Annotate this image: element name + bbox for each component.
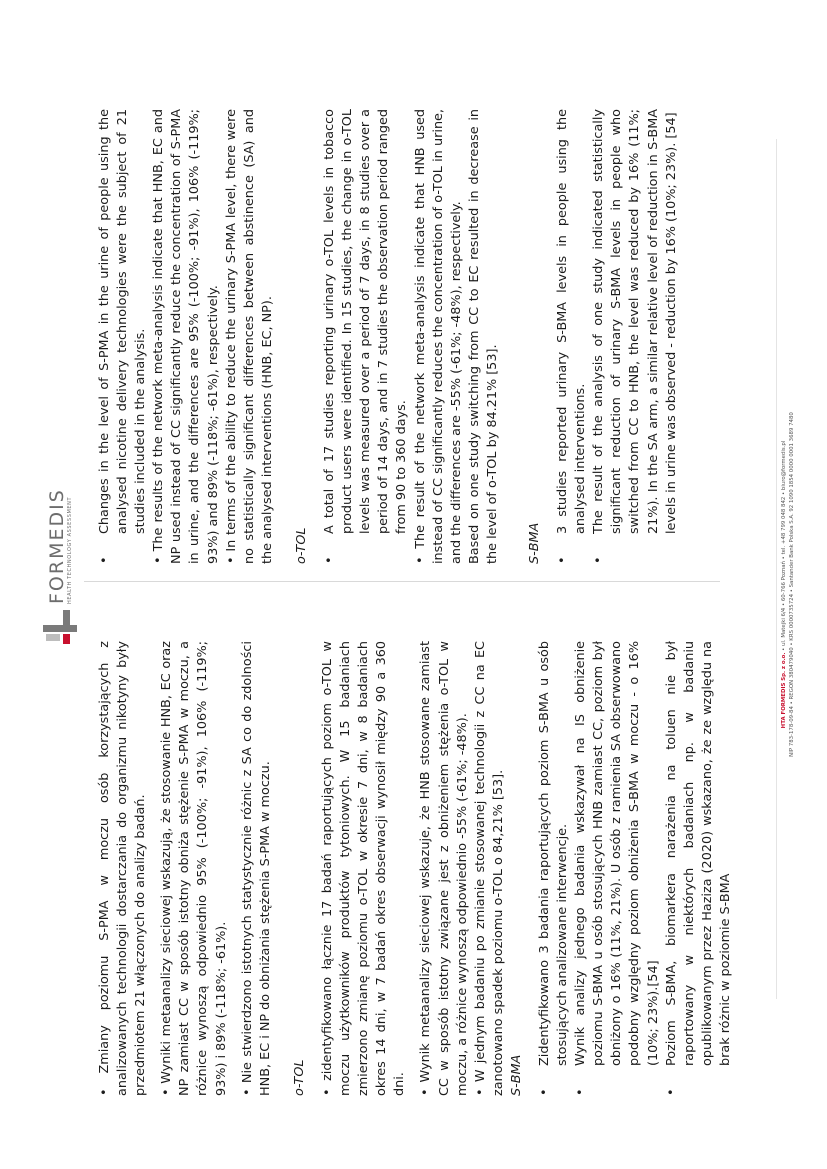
bullet: • [663,1088,679,1096]
en-bullet-text: The result of the analysis of one study indicated statistically significant reduction of urinary S-BMA levels in people who switched from CC to HNB, the level was reduced by 16% (11%; 21%). In the SA arm, a similar relative level of reduction in S-BMA levels in urine was observed - reduction by 16% (10%; 23%). [54] [591,109,679,534]
footer-company: HTA FORMEDIS Sp. z o.o. [781,652,787,729]
en-paragraph-spma-results: • The results of the network meta-analysis indicate that HNB, EC and NP used instead of CC significantly reduce the concentration of S-PMA in urine, and the differences are 95% (-100%; -91%), 106% (-119%; 93%) and 89% (-118%; -61%), respectively. [151,109,221,564]
footer-registry-line: NIP 783-178-09-84 • REGON 380479040 • KRS 0000735724 • Santander Bank Polska S.A. 92 1090 1854 0000 0001 3689 7480 [789,412,795,757]
en-bullet-sbma-result [590,109,680,564]
footer-address: • ul. Matejki 6/4 • 60-766 Poznań • tel. +48 799 048 842 • biuro@formedis.pl [781,440,787,653]
pl-bullet-sbma-studies [536,641,572,1096]
cross-logo-icon [43,610,77,644]
en-heading-otol: o-TOL [293,527,309,564]
en-bullet-sbma-studies [554,109,590,564]
en-paragraph-spma-intro [96,109,150,564]
column-divider [84,581,720,582]
footer-rule [776,139,777,999]
pl-paragraph-otol-results: • Wynik metaanalizy sieciowej wskazuje, że HNB stosowane zamiast CC w sposób istotny związane jest z obniżeniem stężenia o-TOL w moczu, a różnice wynoszą odpowiednio -55% (-61%; -48%). [418,641,470,1096]
pl-paragraph-otol-ec: • W jednym badaniu po zmianie stosowanej technologii z CC na EC zanotowano spadek poziomu o-TOL o 84,21% [53]. [472,641,506,1096]
pl-bullet-text: Wynik analizy jednego badania wskazywał na IS obniżenie poziomu S-BMA u osób stosujących HNB zamiast CC, poziom był obniżony o 16% (11%, 21%). U osób z ramienia SA obserwowano podobny względny poziom obniżenia S-BMA w moczu - o 16% (10%; 23%).[54] [573,641,661,1066]
logo-name: FORMEDIS [45,488,68,604]
en-paragraph-otol-results: • The result of the network meta-analysis indicate that HNB used instead of CC significantly reduces the concentration of o-TOL in urine, and the differences are -55% (-61%; -48%), respectively. [412,109,464,564]
pl-paragraph-spma-sa: • Nie stwierdzono istotnych statystycznie różnic z SA co do zdolności HNB, EC i NP do obniżania stężenia S-PMA w moczu. [239,641,273,1096]
english-column [96,109,681,564]
en-bullet-text: 3 studies reported urinary S-BMA levels in people using the analysed interventions. [555,109,589,534]
pl-heading-otol: o-TOL [291,1059,307,1096]
en-paragraph-otol-ec: Based on one study switching from CC to EC resulted in decrease in the level of o-TOL by 84.21% [53]. [466,109,500,564]
bullet: • [591,556,607,564]
en-paragraph-text: Changes in the level of S-PMA in the urine of people using the analysed nicotine delivery technologies were the subject of 21 studies included in the analysis. [97,109,149,534]
pl-bullet-text: Zidentyfikowano 3 badania raportujących poziom S-BMA u osób stosujących analizowane interwencje. [536,641,571,1066]
formedis-logo [40,488,80,644]
en-heading-sbma: S-BMA [526,522,542,564]
polish-column [96,641,735,1096]
bullet: • [536,1088,552,1096]
pl-paragraph-otol-studies: • zidentyfikowano łącznie 17 badań raportujących poziom o-TOL w moczu użytkowników produktów tytoniowych. W 15 badaniach zmierzono zmianę poziomu o-TOL w okresie 7 dni, w 8 badaniach okres 14 dni, w 7 badań okres obserwacji wynosił między 90 a 360 dni. [319,641,408,1096]
bullet: • [322,556,338,564]
bullet: • [573,1088,589,1096]
logo-tagline: HEALTH TECHNOLOGY ASSESSMENT [66,496,73,604]
en-paragraph-spma-sa: • In terms of the ability to reduce the urinary S-PMA level, there were no statistically significant differences between abstinence (SA) and the analysed interventions (HNB, EC, NP). [223,109,275,564]
pl-paragraph-spma-intro: • Zmiany poziomu S-PMA w moczu osób korzystających z analizowanych technologii dostarczania do organizmu nikotyny były przedmiotem 21 włączonych do analizy badań. [97,641,149,1096]
footer-address-line [780,0,788,1169]
pl-bullet-text: Poziom S-BMA, biomarkera narażenia na toluen nie był raportowany w niektórych badaniach np. w badaniu opublikowanym przez Haziza (2020) wskazano, że ze względu na brak różnic w poziomie S-BMA [663,641,733,1066]
pl-paragraph-spma-results: • Wyniki metaanalizy sieciowej wskazują, że stosowanie HNB, EC oraz NP zamiast CC w sposób istotny obniża stężenie S-PMA w moczu, a różnice wynoszą odpowiednio 95% (-100%; -91%), 106% (-119%; 93%) i 89% (-118%; -61%). [159,641,229,1096]
pl-bullet-sbma-toluene [663,641,735,1096]
pl-heading-sbma: S-BMA [508,1054,524,1096]
bullet: • [97,556,112,564]
pl-bullet-sbma-result [572,641,662,1096]
bullet: • [555,556,571,564]
footer [780,0,796,1169]
en-paragraph-text: A total of 17 studies reporting urinary o-TOL levels in tobacco product users were identified. In 15 studies, the change in o-TOL levels was measured over a period of 7 days, in 8 studies over a period of 14 days, and in 7 studies the observation period ranged from 90 to 360 days. [322,109,410,534]
en-paragraph-otol-studies [321,109,411,564]
